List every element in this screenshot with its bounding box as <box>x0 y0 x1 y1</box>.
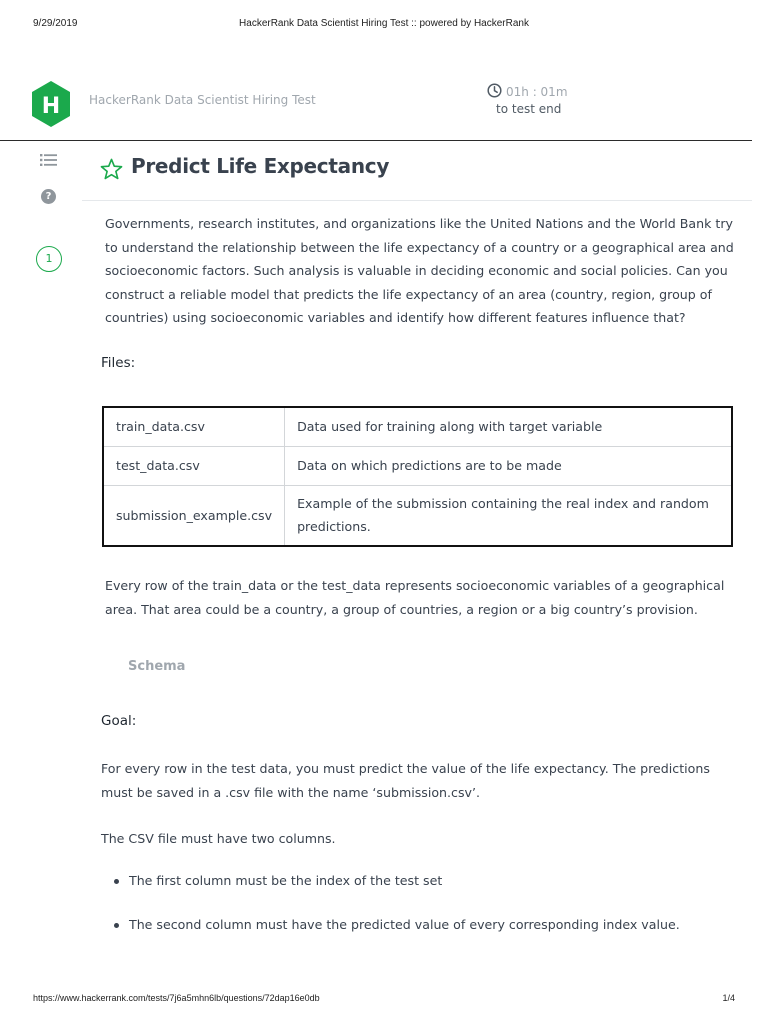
star-outline-icon[interactable] <box>100 158 123 184</box>
file-description-cell: Data on which predictions are to be made <box>285 446 732 485</box>
hackerrank-logo[interactable] <box>30 80 72 128</box>
print-header <box>0 18 768 32</box>
help-icon[interactable]: ? <box>41 189 56 204</box>
table-row <box>103 407 732 446</box>
csv-text: The CSV file must have two columns. <box>101 831 336 846</box>
list-item: The second column must have the predicted value of every corresponding index value. <box>129 917 680 932</box>
clock-icon <box>487 83 502 101</box>
print-url: https://www.hackerrank.com/tests/7j6a5mhn6lb/questions/72dap16e0db <box>33 993 320 1003</box>
files-heading: Files: <box>101 355 136 371</box>
file-name-cell: train_data.csv <box>103 407 285 446</box>
question-title: Predict Life Expectancy <box>131 154 390 178</box>
question-intro: Governments, research institutes, and organizations like the United Nations and the World Bank try to understand the relationship between the life expectancy of a country or a geographical area and socioeconomic factors. Such analysis is valuable in deciding economic and social policies. Can you construct a reliable model that predicts the life expectancy of an area (country, region, group of countries) using socioeconomic variables and identify how different features influence that? <box>105 216 734 325</box>
table-row <box>103 485 732 546</box>
schema-link[interactable]: Schema <box>128 659 186 674</box>
list-item: The first column must be the index of the test set <box>129 873 443 888</box>
table-row <box>103 446 732 485</box>
question-list-icon[interactable] <box>40 152 57 171</box>
logo-letter: H <box>41 94 61 119</box>
goal-text: For every row in the test data, you must predict the value of the life expectancy. The predictions must be saved in a .csv file with the name ‘submission.csv’. <box>101 761 710 800</box>
goal-heading: Goal: <box>101 713 137 729</box>
question-number-button[interactable]: 1 <box>36 246 62 272</box>
test-name: HackerRank Data Scientist Hiring Test <box>89 93 316 107</box>
file-description-cell: Example of the submission containing the real index and random predictions. <box>285 485 732 546</box>
timer-value: 01h : 01m <box>506 85 568 99</box>
title-divider <box>82 200 752 201</box>
print-page-number: 1/4 <box>722 993 735 1003</box>
hexagon-logo-icon <box>30 80 72 128</box>
file-description-cell: Data used for training along with target variable <box>285 407 732 446</box>
files-table <box>102 406 733 547</box>
file-name-cell: submission_example.csv <box>103 485 285 546</box>
header-divider <box>0 140 752 141</box>
timer-subtitle: to test end <box>496 102 562 116</box>
rows-description: Every row of the train_data or the test_data represents socioeconomic variables of a geographical area. That area could be a country, a group of countries, a region or a big country’s provision. <box>105 578 725 617</box>
print-footer <box>0 993 768 1007</box>
print-date: 9/29/2019 <box>33 18 78 29</box>
print-title: HackerRank Data Scientist Hiring Test :: powered by HackerRank <box>239 18 529 29</box>
file-name-cell: test_data.csv <box>103 446 285 485</box>
timer <box>487 83 568 101</box>
